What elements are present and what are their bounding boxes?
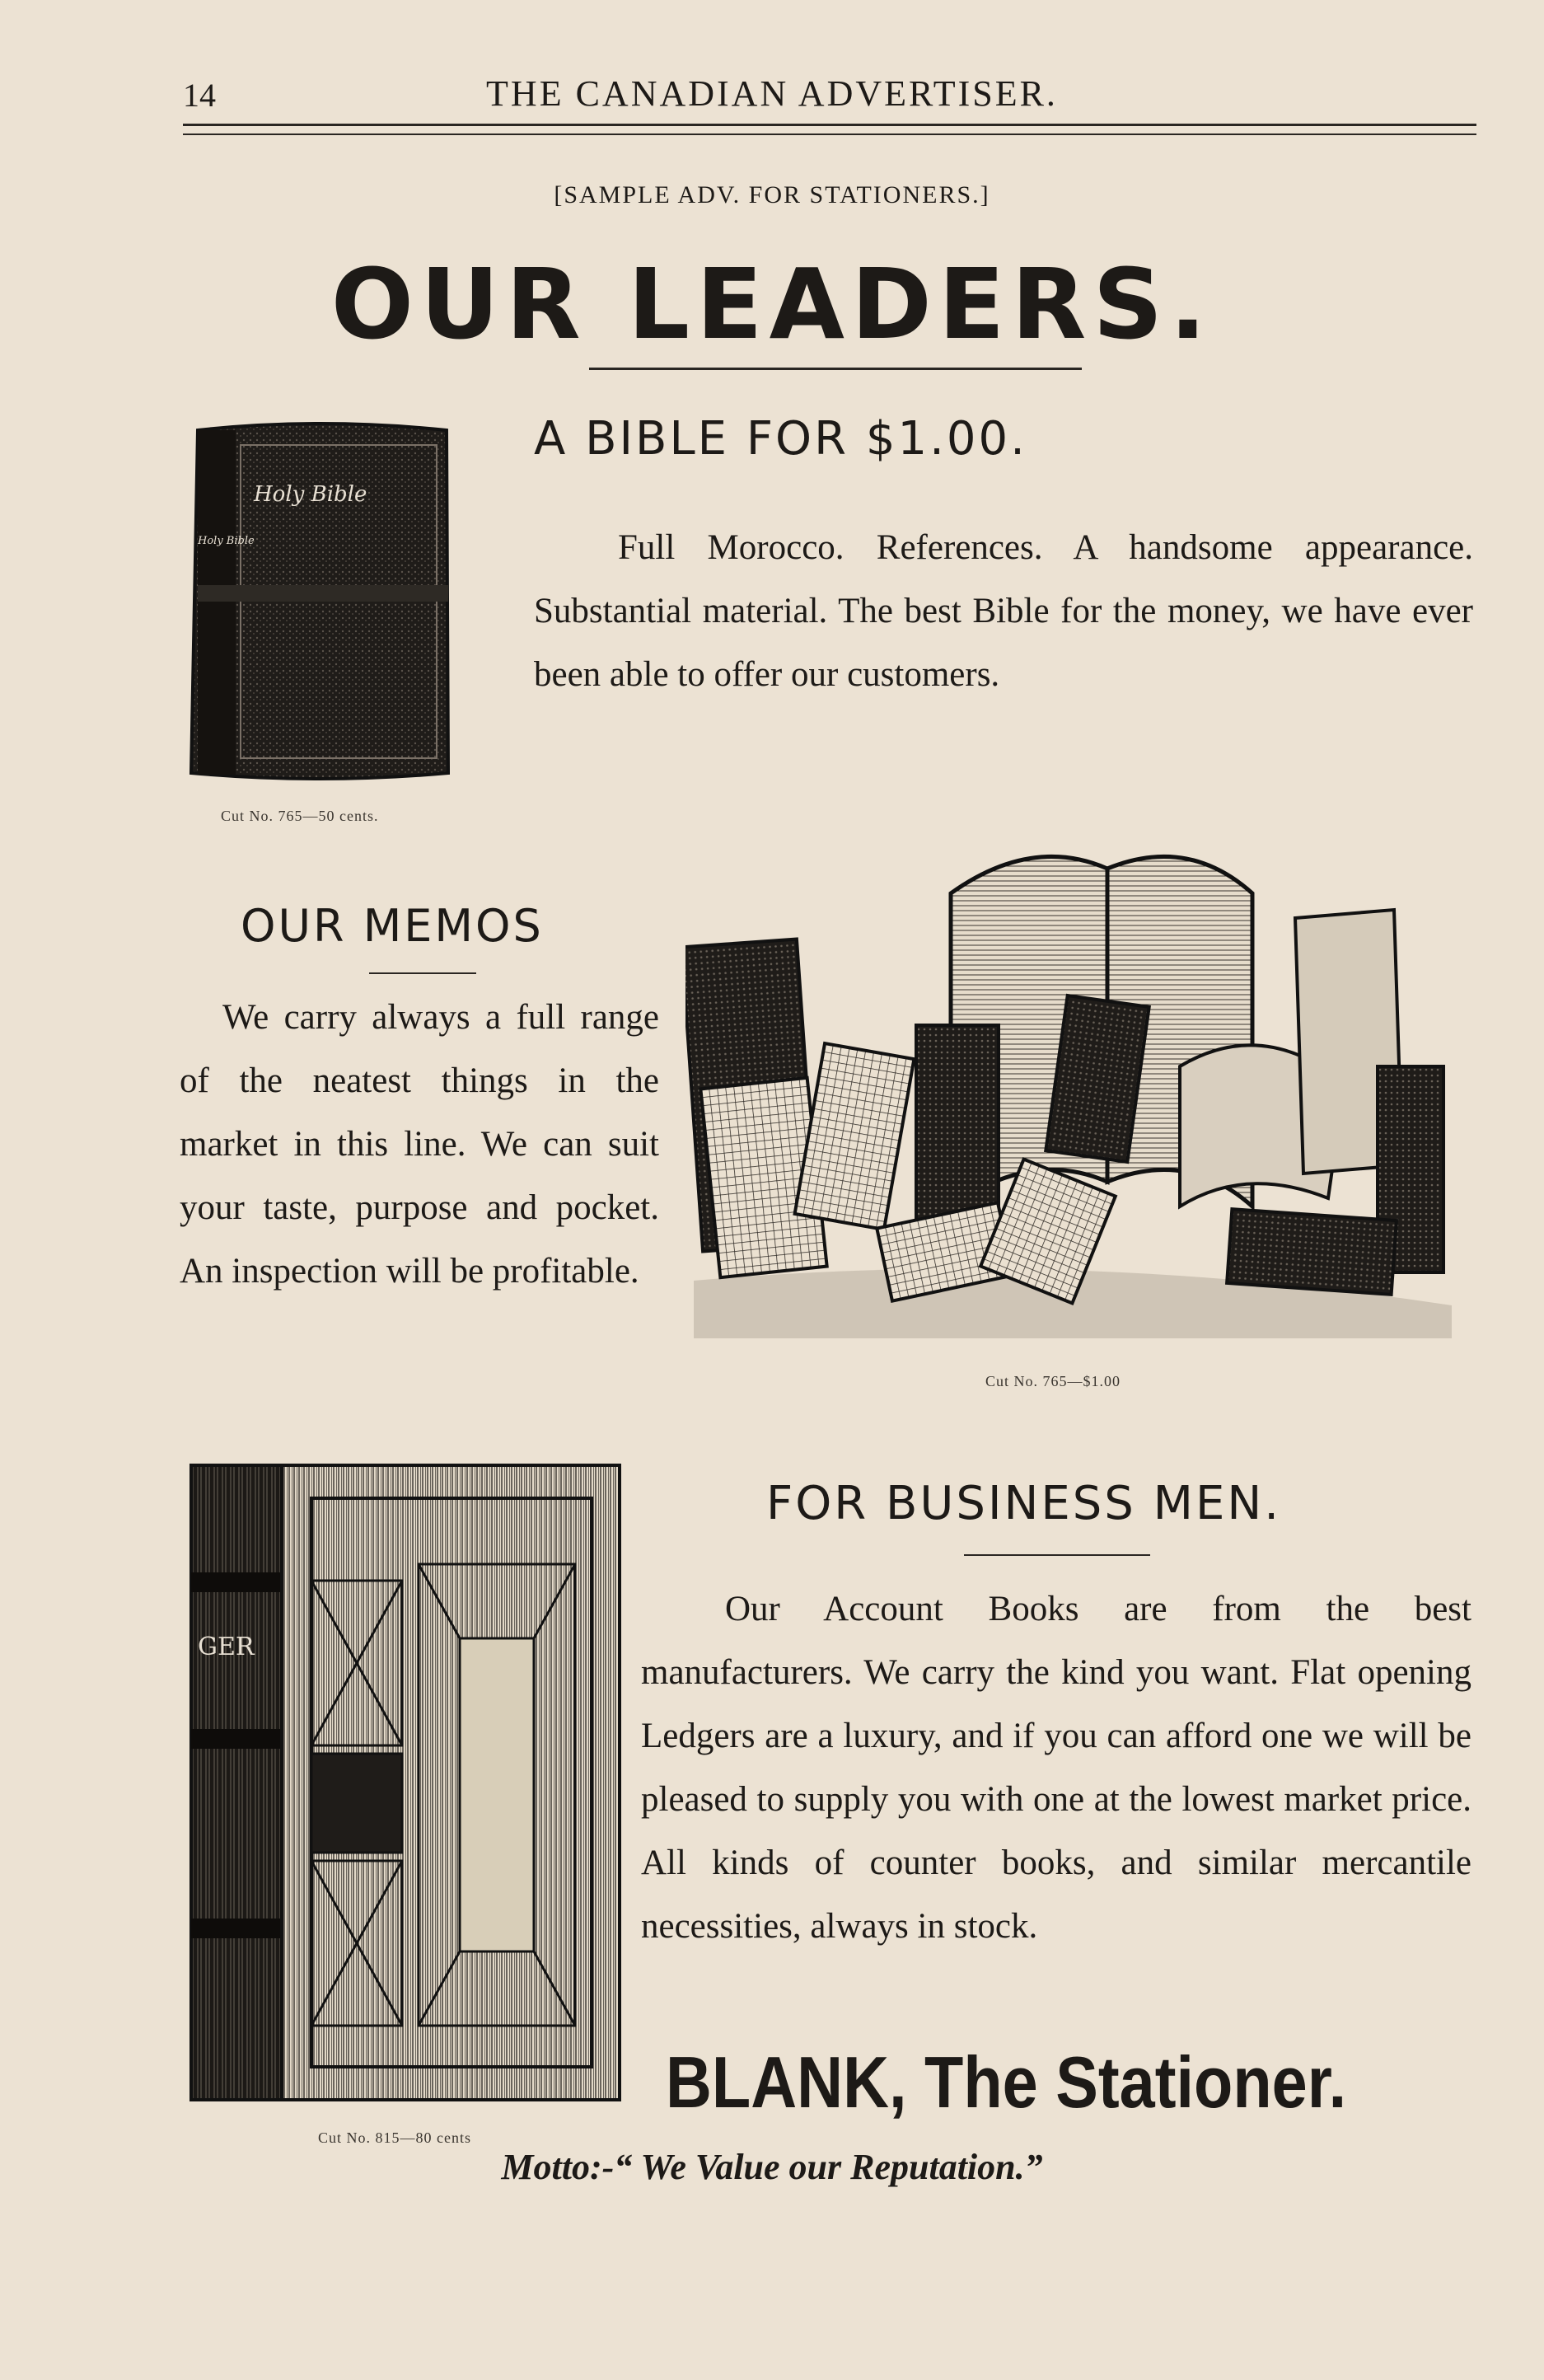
ledger-caption: Cut No. 815—80 cents	[318, 2129, 471, 2146]
motto: Motto:-“ We Value our Reputation.”	[501, 2147, 1043, 2187]
sample-label: [SAMPLE ADV. FOR STATIONERS.]	[554, 181, 990, 208]
header-rule-bottom	[183, 134, 1476, 135]
header-rule-top	[183, 124, 1476, 126]
memos-rule	[369, 972, 476, 974]
signature: BLANK, The Stationer.	[666, 2041, 1347, 2123]
memos-heading: OUR MEMOS	[241, 900, 544, 952]
memos-caption: Cut No. 765—$1.00	[985, 1373, 1121, 1389]
bible-cover-text: Holy Bible	[254, 482, 367, 507]
bible-illustration	[183, 412, 455, 808]
page-number: 14	[183, 77, 216, 114]
bible-heading: A BIBLE FOR $1.00.	[534, 412, 1027, 466]
business-heading: FOR BUSINESS MEN.	[766, 1477, 1282, 1530]
ledger-illustration	[188, 1457, 625, 2116]
headline: OUR LEADERS.	[330, 247, 1214, 361]
business-rule	[964, 1554, 1150, 1556]
memos-text: We carry always a full range of the neatest things in the market in this line. We can suit your taste, purpose and pocket. An inspection will be profitable.	[180, 998, 659, 1291]
business-text: Our Account Books are from the best manufacturers. We carry the kind you want. Flat opening Ledgers are a luxury, and if you can afford one we will be pleased to supply you with one at the lowest market price. All kinds of counter books, and similar mercantile necessities, always in stock.	[641, 1590, 1471, 1946]
headline-rule	[589, 368, 1082, 370]
ledger-spine-text: GER	[198, 1633, 255, 1661]
bible-text: Full Morocco. References. A handsome appearance. Substantial material. The best Bible for the money, we have ever been able to offer our customers.	[534, 528, 1473, 694]
bible-caption: Cut No. 765—50 cents.	[221, 808, 379, 824]
memos-illustration	[685, 819, 1457, 1347]
bible-spine-text: Holy Bible	[198, 535, 255, 547]
publication-title: THE CANADIAN ADVERTISER.	[486, 73, 1058, 114]
